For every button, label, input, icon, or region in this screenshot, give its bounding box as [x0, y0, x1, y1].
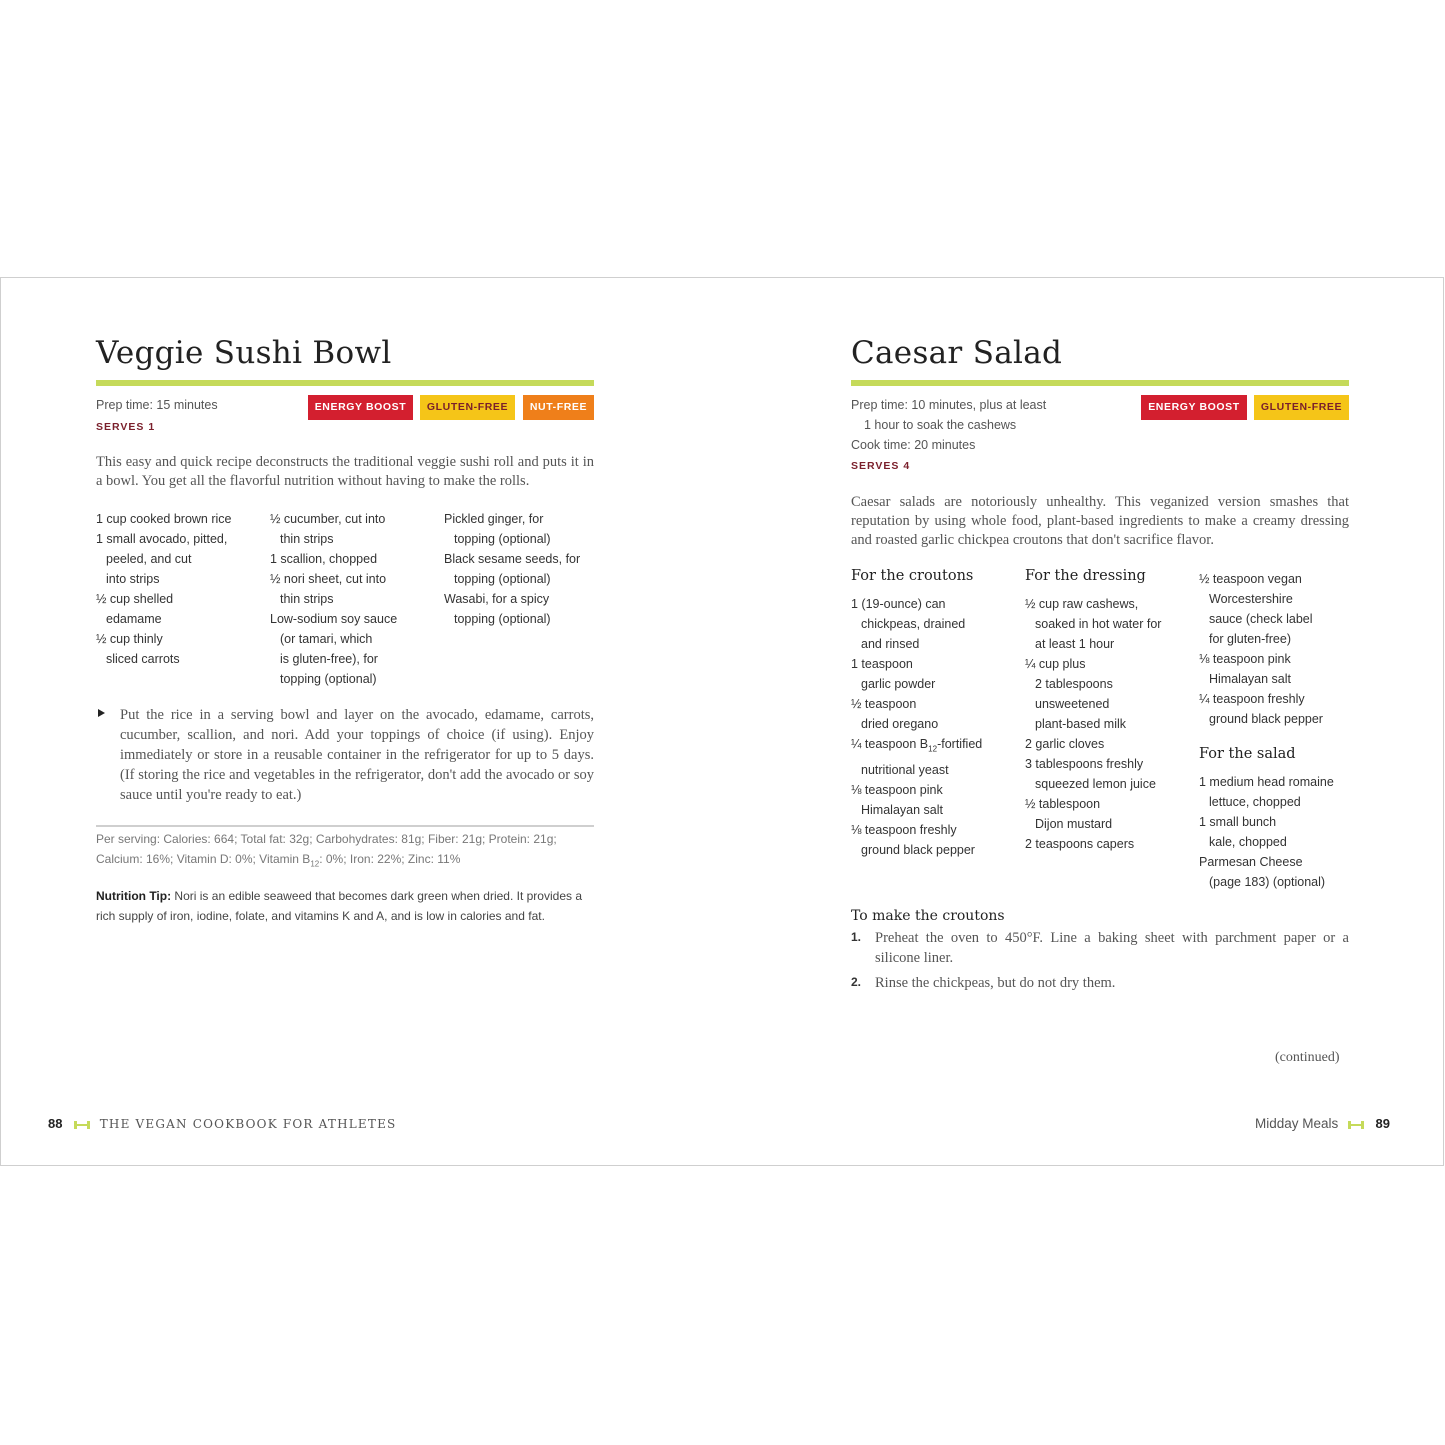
ingredient-line: 1 scallion, chopped — [270, 552, 378, 566]
nutrition-line-2 — [96, 849, 596, 874]
ingredient-line: Himalayan salt — [1209, 672, 1291, 686]
right-footer — [1255, 1116, 1390, 1131]
ingredient-line: ½ tablespoon — [1025, 797, 1101, 811]
ingredient-line: topping (optional) — [454, 572, 551, 586]
recipe-title-veggie-sushi-bowl: Veggie Sushi Bowl — [96, 335, 392, 371]
ingredient-line: 1 small bunch — [1199, 815, 1277, 829]
ingredient-line: 3 tablespoons freshly — [1025, 757, 1144, 771]
ingredient-line: 1 small avocado, pitted, — [96, 532, 228, 546]
recipe-title-caesar-salad: Caesar Salad — [851, 335, 1063, 371]
ingredient-line: Himalayan salt — [861, 802, 943, 817]
ingredient-line: unsweetened — [1035, 697, 1110, 711]
nutrition-text: : 0%; Iron: 22%; Zinc: 11% — [319, 852, 461, 866]
ingredient-line: garlic powder — [861, 677, 936, 691]
ingredient-line: ½ teaspoon vegan — [1199, 572, 1302, 586]
ingredient-line: Wasabi, for a spicy — [444, 592, 550, 606]
dressing-heading: For the dressing — [1025, 568, 1146, 584]
badge-nut-free: NUT-FREE — [523, 395, 594, 420]
ingredient-line: ground black pepper — [861, 842, 975, 857]
ingredient-line: 2 teaspoons capers — [1025, 837, 1135, 851]
ingredient-line: ½ teaspoon — [851, 697, 917, 711]
croutons-heading: For the croutons — [851, 568, 974, 584]
ingredient-line: topping (optional) — [454, 532, 551, 546]
badge-gluten-free: GLUTEN-FREE — [1254, 395, 1349, 420]
recipe-direction — [96, 705, 594, 805]
direction-text: Put the rice in a serving bowl and layer on the avocado, edamame, carrots, cucumber, scallion, and nori. Add your toppings of choice (if using). Enjoy immediately or store in a reusable container in the refrigerator for up to 5 days. (If storing the rice and vegetables in the refrigerator, don't add the avocado or soy sauce until you're ready to eat.) — [120, 707, 594, 803]
step-text: Rinse the chickpeas, but do not dry them. — [875, 975, 1116, 991]
dressing-ingredients-continued — [1199, 569, 1364, 729]
ingredient-line: squeezed lemon juice — [1035, 777, 1156, 791]
ingredients-column-3 — [444, 509, 599, 629]
step-item — [851, 928, 1349, 968]
ingredient-line: (or tamari, which — [280, 632, 373, 646]
steps-heading: To make the croutons — [851, 908, 1005, 924]
tip-label: Nutrition Tip: — [96, 889, 172, 903]
subscript: 12 — [928, 744, 938, 754]
left-footer — [48, 1116, 396, 1131]
salad-ingredients — [1199, 772, 1364, 892]
ingredient-line: lettuce, chopped — [1209, 795, 1301, 809]
ingredients-column-1 — [96, 509, 261, 669]
ingredient-line: into strips — [106, 572, 160, 586]
ingredient-line: Low-sodium soy sauce — [270, 612, 398, 626]
ingredient-line: thin strips — [280, 592, 334, 606]
ingredient-line: 1 cup cooked brown rice — [96, 512, 232, 526]
page-number: 89 — [1375, 1116, 1390, 1131]
step-number: 2. — [851, 975, 862, 989]
triangle-bullet-icon — [98, 709, 105, 717]
dressing-ingredients — [1025, 594, 1195, 854]
ingredient-line: topping (optional) — [454, 612, 551, 626]
page-number: 88 — [48, 1116, 63, 1131]
nutrition-line-1: Per serving: Calories: 664; Total fat: 32g; Carbohydrates: 81g; Fiber: 21g; Protein: 21g; — [96, 832, 557, 846]
ingredient-line: 2 garlic cloves — [1025, 737, 1105, 751]
ingredient-line: 1 medium head romaine — [1199, 775, 1334, 789]
ingredient-line: thin strips — [280, 532, 334, 546]
ingredient-line: plant-based milk — [1035, 717, 1127, 731]
ingredient-line: nutritional yeast — [861, 762, 949, 777]
section-name: Midday Meals — [1255, 1116, 1339, 1131]
continued-label: (continued) — [1275, 1050, 1340, 1065]
badge-gluten-free: GLUTEN-FREE — [420, 395, 515, 420]
ingredient-line: ½ cucumber, cut into — [270, 512, 386, 526]
ingredient-line: Dijon mustard — [1035, 817, 1113, 831]
ingredient-line: Worcestershire — [1209, 592, 1293, 606]
cook-time: Cook time: 20 minutes — [851, 438, 976, 452]
ingredient-line: ½ cup shelled — [96, 592, 174, 606]
ingredient-line: ⅛ teaspoon pink — [851, 782, 943, 797]
ingredient-line: ⅛ teaspoon pink — [1199, 652, 1291, 666]
nutrition-tip — [96, 886, 594, 926]
ingredient-line: ¼ cup plus — [1025, 657, 1086, 671]
ingredient-line: 2 tablespoons — [1035, 677, 1113, 691]
serves-label: SERVES 4 — [851, 460, 911, 472]
ingredients-column-2 — [270, 509, 435, 689]
dumbbell-icon — [1348, 1120, 1364, 1130]
ingredient-line: ½ cup thinly — [96, 632, 163, 646]
ingredient-line: Parmesan Cheese — [1199, 855, 1303, 869]
ingredient-line: kale, chopped — [1209, 835, 1287, 849]
ingredient-line: chickpeas, drained — [861, 617, 966, 631]
ingredient-line: for gluten-free) — [1209, 632, 1291, 646]
serves-label: SERVES 1 — [96, 421, 156, 433]
book-spread — [0, 277, 1444, 1166]
ingredient-line: edamame — [106, 612, 162, 626]
ingredient-line: peeled, and cut — [106, 552, 192, 566]
ingredient-text: ¼ teaspoon B — [851, 737, 929, 751]
steps-list — [851, 928, 1349, 993]
ingredient-line: sliced carrots — [106, 652, 180, 666]
ingredient-line: sauce (check label — [1209, 612, 1313, 626]
ingredient-line: ground black pepper — [1209, 712, 1323, 726]
step-number: 1. — [851, 930, 862, 944]
ingredient-line: 1 teaspoon — [851, 657, 913, 671]
title-rule — [851, 380, 1349, 386]
ingredient-line: dried oregano — [861, 717, 939, 731]
step-item — [851, 973, 1349, 993]
croutons-ingredients — [851, 594, 1021, 860]
book-title: THE VEGAN COOKBOOK FOR ATHLETES — [99, 1117, 397, 1131]
ingredient-line — [851, 734, 1021, 760]
ingredient-line: is gluten-free), for — [280, 652, 378, 666]
ingredient-line: Black sesame seeds, for — [444, 552, 581, 566]
dumbbell-icon — [74, 1120, 90, 1130]
prep-cook-info — [851, 395, 1046, 476]
badge-energy-boost: ENERGY BOOST — [1141, 395, 1247, 420]
prep-time: Prep time: 15 minutes — [96, 398, 218, 412]
nutrition-divider — [96, 825, 594, 827]
prep-time-continued: 1 hour to soak the cashews — [864, 418, 1017, 432]
ingredient-line: Pickled ginger, for — [444, 512, 544, 526]
nutrition-facts — [96, 829, 596, 874]
subscript: 12 — [310, 859, 320, 869]
ingredient-line: 1 (19-ounce) can — [851, 597, 946, 611]
nutrition-text: Calcium: 16%; Vitamin D: 0%; Vitamin B — [96, 852, 311, 866]
title-rule — [96, 380, 594, 386]
badge-energy-boost: ENERGY BOOST — [308, 395, 413, 420]
tip-text: Nori is an edible seaweed that becomes dark green when dried. It provides a rich supply of iron, iodine, folate, and vitamins K and A, and is low in calories and fat. — [96, 889, 582, 923]
ingredient-line: ½ nori sheet, cut into — [270, 572, 387, 586]
ingredient-line: ⅛ teaspoon freshly — [851, 822, 957, 837]
ingredient-line: soaked in hot water for — [1035, 617, 1162, 631]
prep-time: Prep time: 10 minutes, plus at least — [851, 398, 1047, 412]
ingredient-line: ½ cup raw cashews, — [1025, 597, 1139, 611]
recipe-intro: This easy and quick recipe deconstructs the traditional veggie sushi roll and puts it in a bowl. You get all the flavorful nutrition without having to make the rolls. — [96, 454, 594, 489]
ingredient-line: (page 183) (optional) — [1209, 875, 1326, 889]
ingredient-line: ¼ teaspoon freshly — [1199, 692, 1305, 706]
ingredient-line: and rinsed — [861, 637, 920, 651]
recipe-intro: Caesar salads are notoriously unhealthy. This veganized version smashes that reputation by using whole food, plant-based ingredients to make a creamy dressing and roasted garlic chickpea croutons that don't sacrifice flavor. — [851, 494, 1349, 548]
ingredient-text: -fortified — [937, 737, 983, 751]
ingredient-line: topping (optional) — [280, 672, 377, 686]
ingredient-line: at least 1 hour — [1035, 637, 1115, 651]
step-text: Preheat the oven to 450°F. Line a baking sheet with parchment paper or a silicone liner. — [875, 930, 1349, 966]
salad-heading: For the salad — [1199, 746, 1296, 762]
